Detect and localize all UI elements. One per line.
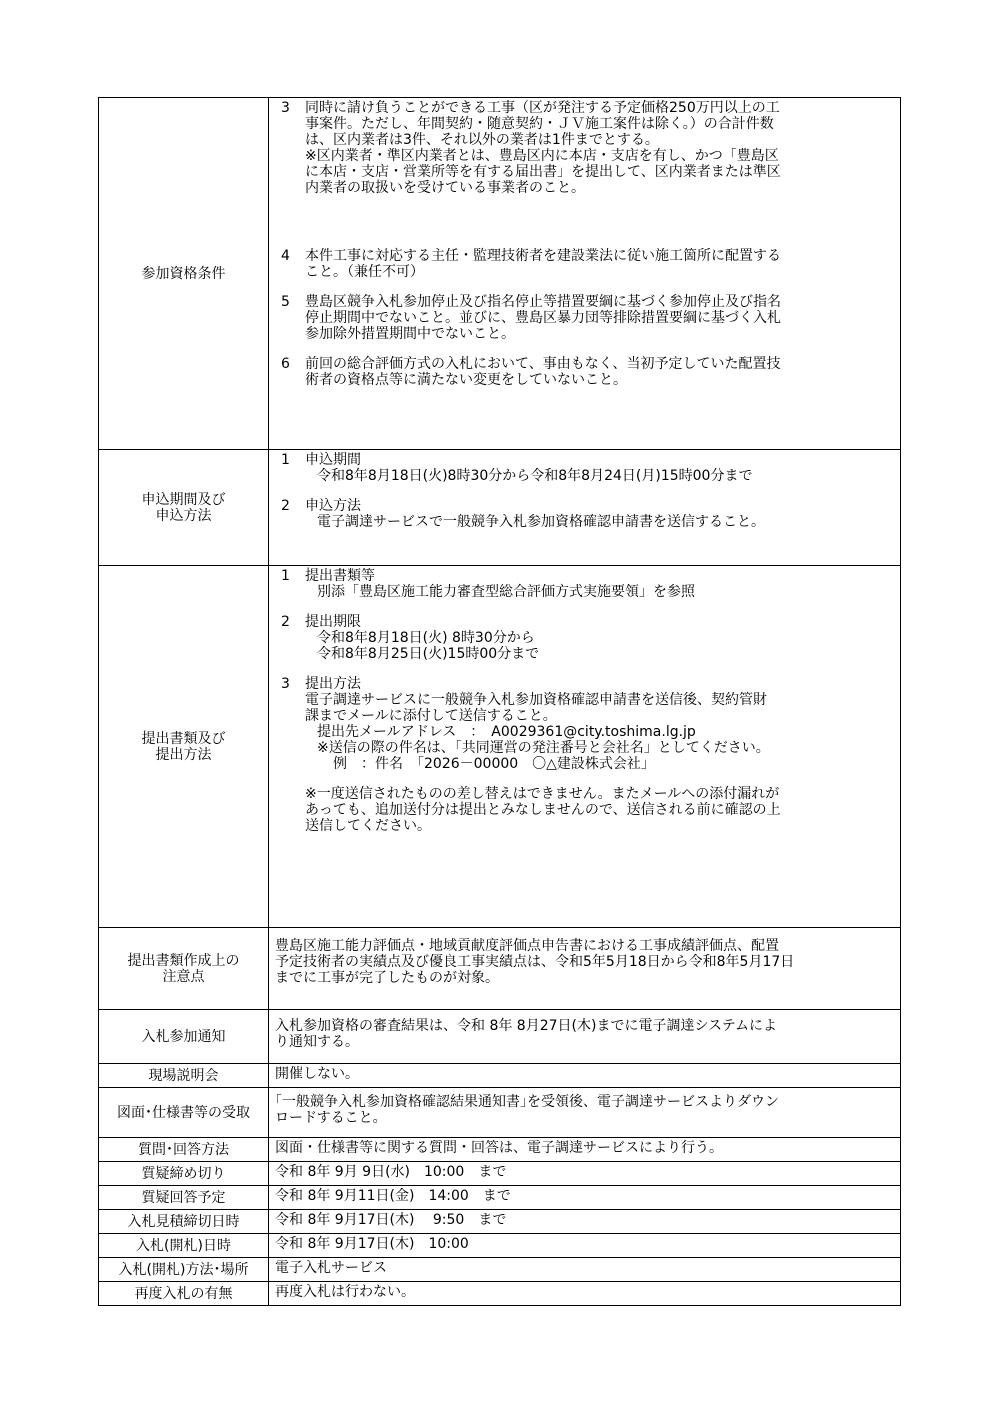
row-label: 提出書類及び 提出方法 <box>99 566 269 928</box>
row-answer-date <box>99 1186 901 1210</box>
footnote: ※一度送信されたものの差し替えはできません。またメールへの添付漏れが あっても、追加送付分は提出とみなしませんので、送信される前に確認の上 送信してください。 <box>305 786 781 834</box>
row-label: 入札(開札)日時 <box>99 1234 269 1258</box>
item-number: 6 <box>281 356 290 372</box>
list-item <box>275 248 894 280</box>
row-label: 質疑締め切り <box>99 1162 269 1186</box>
row-label: 入札参加通知 <box>99 1010 269 1064</box>
item-number: 5 <box>281 294 290 310</box>
item-body: 電子調達サービスに一般競争入札参加資格確認申請書を送信後、契約管財 課までメールに添付して送信すること。 <box>305 692 767 724</box>
row-site-briefing <box>99 1064 901 1088</box>
subject-example: 例 ：件名 「2026－00000 〇△建設株式会社」 <box>333 756 655 772</box>
item-body: 令和8年8月18日(火) 8時30分から 令和8年8月25日(火)15時00分まで <box>317 630 540 662</box>
row-application <box>99 450 901 566</box>
item-number: 3 <box>281 100 290 116</box>
item-body: 令和8年8月18日(火)8時30分から令和8年8月24日(月)15時00分まで <box>317 468 753 484</box>
row-label: 入札見積締切日時 <box>99 1210 269 1234</box>
row-content: 豊島区施工能力評価点・地域貢献度評価点申告書における工事成績評価点、配置 予定技術者の実績点及び優良工事実績点は、令和5年5月18日から令和8年5月17日 までに工事が完了したものが対象。 <box>269 928 901 1010</box>
row-label: 申込期間及び 申込方法 <box>99 450 269 566</box>
item-body: 別添「豊島区施工能力審査型総合評価方式実施要領」を参照 <box>317 584 695 600</box>
row-content <box>269 450 901 566</box>
item-title: 提出期限 <box>305 614 361 630</box>
mail-address: 提出先メールアドレス ： A0029361@city.toshima.lg.jp <box>317 724 696 740</box>
item-text: 同時に請け負うことができる工事（区が発注する予定価格250万円以上の工 事案件。ただし、年間契約・随意契約・ＪＶ施工案件は除く。）の合計件数 は、区内業者は3件、それ以外の業者は1件までとする。 ※区内業者・準区内業者とは、豊島区内に本店・支店を有し、かつ「豊島区 に本店・支店・営業所等を有する届出書」を提出して、区内業者または準区 内業者の取扱いを受けている事業者のこと。 <box>305 100 781 196</box>
row-content: 電子入札サービス <box>269 1258 901 1282</box>
row-bid-deadline <box>99 1210 901 1234</box>
list-item <box>275 100 894 196</box>
list-item <box>275 614 894 630</box>
row-content: 再度入札は行わない。 <box>269 1282 901 1306</box>
item-number: 1 <box>281 568 290 584</box>
row-content: 令和 8年 9月17日(木) 10:00 <box>269 1234 901 1258</box>
row-opening-date <box>99 1234 901 1258</box>
item-body: 電子調達サービスで一般競争入札参加資格確認申請書を送信すること。 <box>317 514 765 530</box>
bid-conditions-table <box>98 97 901 1306</box>
row-content: 入札参加資格の審査結果は、令和 8年 8月27日(木)までに電子調達システムによ り通知する。 <box>269 1010 901 1064</box>
row-qa-method <box>99 1138 901 1162</box>
row-content: 開催しない。 <box>269 1064 901 1088</box>
item-title: 提出書類等 <box>305 568 375 584</box>
row-submission <box>99 566 901 928</box>
row-content: ｢一般競争入札参加資格確認結果通知書｣を受領後、電子調達サービスよりダウン ロードすること。 <box>269 1088 901 1138</box>
row-notice <box>99 1010 901 1064</box>
list-item <box>275 294 894 342</box>
row-content <box>269 98 901 450</box>
row-rebid <box>99 1282 901 1306</box>
row-label: 再度入札の有無 <box>99 1282 269 1306</box>
item-text: 前回の総合評価方式の入札において、事由もなく、当初予定していた配置技 術者の資格点等に満たない変更をしていないこと。 <box>305 356 781 388</box>
row-label: 質問･回答方法 <box>99 1138 269 1162</box>
item-text: 豊島区競争入札参加停止及び指名停止等措置要綱に基づく参加停止及び指名 停止期間中でないこと。並びに、豊島区暴力団等排除措置要綱に基づく入札 参加除外措置期間中でないこと。 <box>305 294 781 342</box>
row-notes <box>99 928 901 1010</box>
item-title: 申込期間 <box>305 452 361 468</box>
row-documents <box>99 1088 901 1138</box>
row-label: 図面･仕様書等の受取 <box>99 1088 269 1138</box>
row-label: 提出書類作成上の 注意点 <box>99 928 269 1010</box>
row-label: 質疑回答予定 <box>99 1186 269 1210</box>
list-item <box>275 676 894 692</box>
row-content: 図面・仕様書等に関する質問・回答は、電子調達サービスにより行う。 <box>269 1138 901 1162</box>
item-title: 申込方法 <box>305 498 361 514</box>
item-text: 本件工事に対応する主任・監理技術者を建設業法に従い施工箇所に配置する こと。（兼任不可） <box>305 248 781 280</box>
list-item <box>275 356 894 388</box>
row-content: 令和 8年 9月 9日(水) 10:00 まで <box>269 1162 901 1186</box>
list-item <box>275 568 894 584</box>
item-number: 1 <box>281 452 290 468</box>
row-label: 参加資格条件 <box>99 98 269 450</box>
row-content: 令和 8年 9月17日(木) 9:50 まで <box>269 1210 901 1234</box>
row-opening-method <box>99 1258 901 1282</box>
item-number: 4 <box>281 248 290 264</box>
row-label: 入札(開札)方法･場所 <box>99 1258 269 1282</box>
row-question-deadline <box>99 1162 901 1186</box>
item-number: 3 <box>281 676 290 692</box>
subject-note: ※送信の際の件名は、「共同運営の発注番号と会社名」としてください。 <box>317 740 770 756</box>
row-content <box>269 566 901 928</box>
item-number: 2 <box>281 498 290 514</box>
row-label: 現場説明会 <box>99 1064 269 1088</box>
list-item <box>275 498 894 514</box>
item-number: 2 <box>281 614 290 630</box>
list-item <box>275 452 894 468</box>
item-title: 提出方法 <box>305 676 361 692</box>
row-qualification <box>99 98 901 450</box>
row-content: 令和 8年 9月11日(金) 14:00 まで <box>269 1186 901 1210</box>
